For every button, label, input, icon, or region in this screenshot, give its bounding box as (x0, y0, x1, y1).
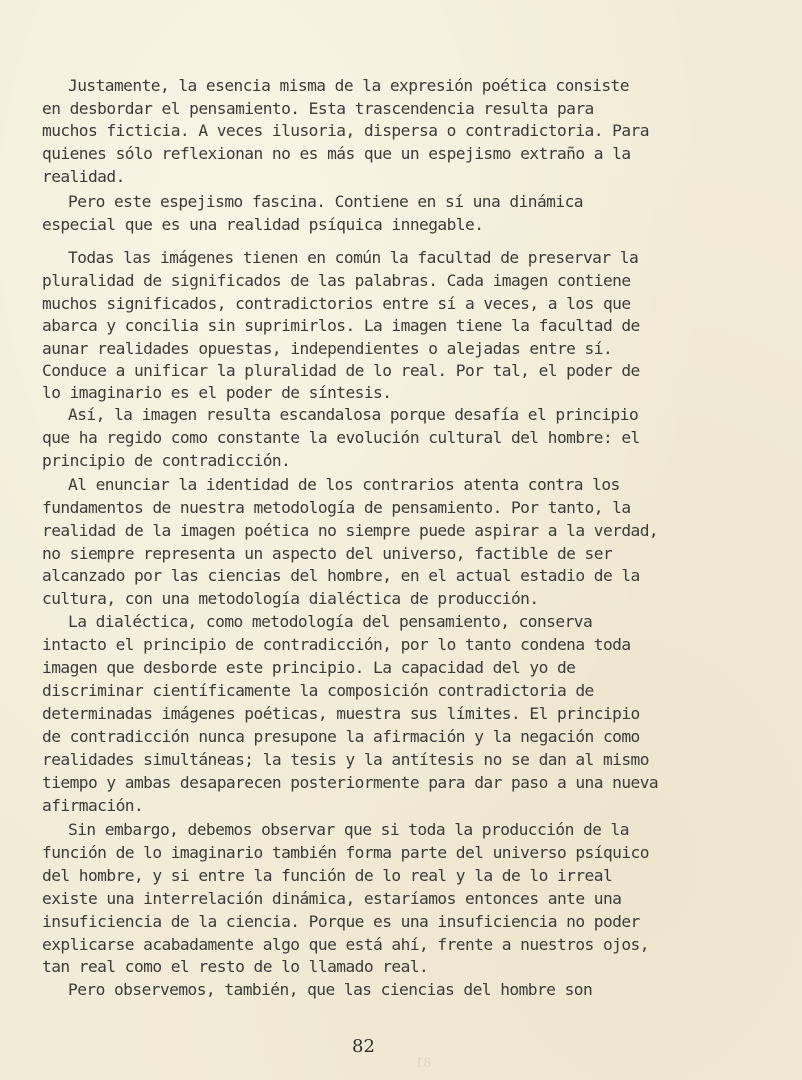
text-line: no siempre representa un aspecto del universo, factible de ser (42, 544, 613, 563)
text-line: insuficiencia de la ciencia. Porque es una insuficiencia no poder (42, 912, 640, 931)
text-line: que ha regido como constante la evolución cultural del hombre: el (42, 428, 640, 447)
text-line: Todas las imágenes tienen en común la facultad de preservar la (68, 248, 639, 267)
text-line: realidades simultáneas; la tesis y la antítesis no se dan al mismo (42, 750, 649, 769)
text-line: abarca y concilia sin suprimirlos. La imagen tiene la facultad de (42, 316, 640, 335)
text-line: determinadas imágenes poéticas, muestra sus límites. El principio (42, 704, 640, 723)
text-line: Pero este espejismo fascina. Contiene en sí una dinámica (68, 192, 583, 211)
text-line: Así, la imagen resulta escandalosa porque desafía el principio (68, 405, 639, 424)
text-line: realidad. (42, 167, 125, 186)
text-line: pluralidad de significados de las palabras. Cada imagen contiene (42, 271, 631, 290)
bleed-through-page-number: 81 (415, 1056, 432, 1071)
text-line: existe una interrelación dinámica, estaríamos entonces ante una (42, 889, 622, 908)
text-line: del hombre, y si entre la función de lo real y la de lo irreal (42, 866, 613, 885)
text-line: aunar realidades opuestas, independientes o alejadas entre sí. (42, 339, 613, 358)
text-line: Conduce a unificar la pluralidad de lo real. Por tal, el poder de (42, 361, 640, 380)
text-line: principio de contradicción. (42, 451, 291, 470)
text-line: explicarse acabadamente algo que está ahí, frente a nuestros ojos, (42, 935, 649, 954)
text-line: quienes sólo reflexionan no es más que un espejismo extraño a la (42, 144, 631, 163)
text-line: afirmación. (42, 796, 144, 815)
text-line: La dialéctica, como metodología del pensamiento, conserva (68, 612, 593, 631)
text-line: intacto el principio de contradicción, por lo tanto condena toda (42, 635, 631, 654)
text-line: Pero observemos, también, que las ciencias del hombre son (68, 980, 593, 999)
text-line: Justamente, la esencia misma de la expresión poética consiste (68, 76, 629, 95)
text-line: de contradicción nunca presupone la afirmación y la negación como (42, 727, 640, 746)
text-line: fundamentos de nuestra metodología de pensamiento. Por tanto, la (42, 498, 631, 517)
text-line: tan real como el resto de lo llamado real. (42, 957, 429, 976)
text-line: función de lo imaginario también forma parte del universo psíquico (42, 843, 649, 862)
text-line: imagen que desborde este principio. La capacidad del yo de (42, 658, 576, 677)
text-line: alcanzado por las ciencias del hombre, en el actual estadio de la (42, 566, 640, 585)
text-line: en desbordar el pensamiento. Esta trascendencia resulta para (42, 99, 594, 118)
text-line: lo imaginario es el poder de síntesis. (42, 383, 392, 402)
text-line: realidad de la imagen poética no siempre puede aspirar a la verdad, (42, 521, 659, 540)
text-line: tiempo y ambas desaparecen posteriormente para dar paso a una nueva (42, 773, 659, 792)
text-line: especial que es una realidad psíquica innegable. (42, 215, 484, 234)
text-line: muchos significados, contradictorios entre sí a veces, a los que (42, 294, 631, 313)
text-line: Sin embargo, debemos observar que si toda la producción de la (68, 820, 629, 839)
page-number: 82 (352, 1036, 375, 1057)
text-line: cultura, con una metodología dialéctica de producción. (42, 589, 539, 608)
text-line: discriminar científicamente la composición contradictoria de (42, 681, 594, 700)
text-line: Al enunciar la identidad de los contrarios atenta contra los (68, 475, 620, 494)
text-line: muchos ficticia. A veces ilusoria, dispersa o contradictoria. Para (42, 121, 649, 140)
